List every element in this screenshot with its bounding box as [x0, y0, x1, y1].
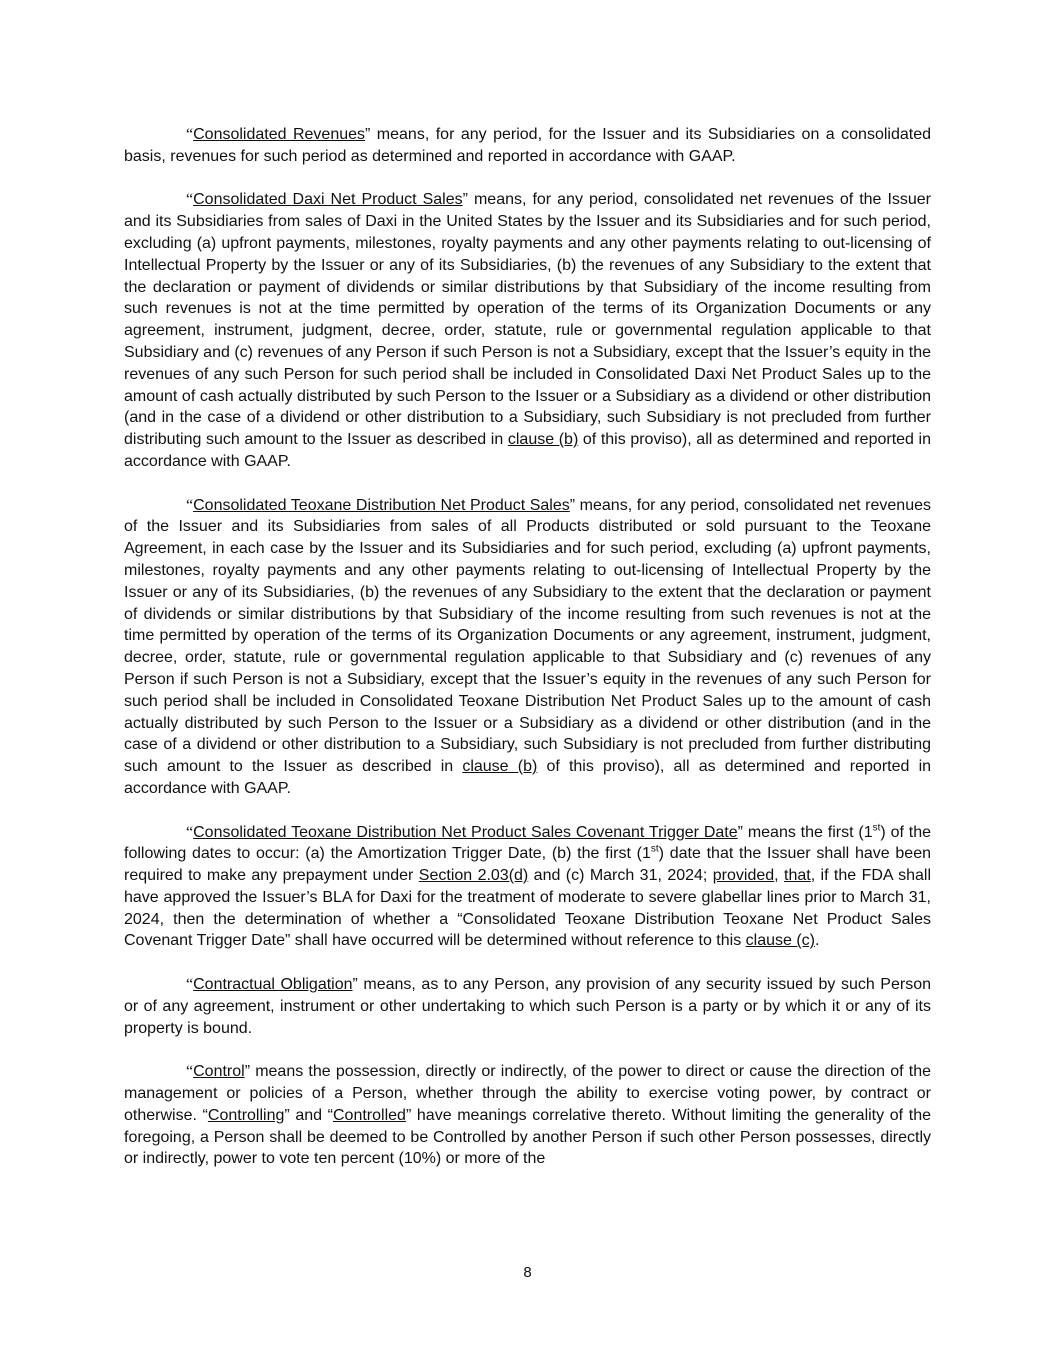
definition-covenant-trigger-date — [124, 822, 931, 953]
defined-term: Consolidated Daxi Net Product Sales — [193, 191, 463, 209]
cross-reference: clause (c) — [745, 932, 816, 950]
defined-term: Controlled — [333, 1106, 406, 1124]
definition-text: ) date that the Issuer shall have been required to make any prepayment under — [124, 845, 932, 885]
definition-text: ) of the following dates to occur: (a) the Amortization Trigger Date, (b) the first (1 — [124, 823, 931, 863]
definition-text: and (c) March 31, 2024; — [528, 867, 713, 885]
ordinal-suffix: st — [872, 822, 881, 834]
defined-term: Consolidated Teoxane Distribution Net Product Sales — [193, 496, 570, 514]
open-quote: “ — [186, 823, 194, 841]
definition-consolidated-revenues — [124, 124, 931, 168]
definition-text: ” means, for any period, consolidated net revenues of the Issuer and its Subsidiaries from sales of all Products distributed or sold pursuant to the Teoxane Agreement, in each case by the Issuer and its Subsidiaries and for such period, excluding (a) upfront payments, milestones, royalty payments and any other payments relating to out-licensing of Intellectual Property by the Issuer or any of its Subsidiaries, (b) the revenues of any Subsidiary to the extent that the declaration or payment of dividends or similar distributions by that Subsidiary of the income resulting from such revenues is not at the time permitted by operation of the terms of its Organization Documents or any agreement, instrument, judgment, decree, order, statute, rule or governmental regulation applicable to that Subsidiary and (c) revenues of any Person if such Person is not a Subsidiary, except that the Issuer’s equity in the revenues of any such Person for such period shall be included in Consolidated Teoxane Distribution Net Product Sales up to the amount of cash actually distributed by such Person to the Issuer or a Subsidiary as a dividend or other distribution (and in the case of a dividend or other distribution to a Subsidiary, such Subsidiary is not precluded from further distributing such amount to the Issuer as described in — [124, 496, 931, 776]
open-quote: “ — [186, 1063, 194, 1081]
defined-term: Contractual Obligation — [193, 976, 353, 994]
open-quote: “ — [186, 976, 194, 994]
definition-text: ” means the first (1 — [737, 823, 873, 841]
cross-reference: Section 2.03(d) — [418, 867, 529, 885]
definition-text: ” means, for any period, for the Issuer and its Subsidiaries on a consolidated basis, revenues for such period as determined and reported in accordance with GAAP. — [124, 126, 931, 165]
cross-reference: clause (b) — [462, 758, 538, 776]
defined-term: Consolidated Revenues — [193, 126, 366, 143]
defined-term: Control — [193, 1063, 245, 1081]
definition-text: of this proviso), all as determined and reported in accordance with GAAP. — [124, 758, 932, 797]
definition-text: , if the FDA shall have approved the Issuer’s BLA for Daxi for the treatment of moderate to severe glabellar lines prior to March 31, 2024, then the determination of whether a “Consolidated Teoxane Distribution Teoxane Net Product Sales Covenant Trigger Date” shall have occurred will be determined without reference to this — [124, 867, 932, 950]
definition-text: , — [774, 867, 784, 885]
page-number: 8 — [523, 1264, 532, 1281]
definition-text: ” means the possession, directly or indirectly, of the power to direct or cause the direction of the management or policies of a Person, whether through the ability to exercise voting power, by contract or otherwise. “ — [124, 1063, 931, 1124]
definition-consolidated-daxi-net-product-sales — [124, 189, 931, 472]
cross-reference: clause (b) — [507, 431, 579, 449]
proviso-term: provided — [712, 867, 775, 885]
defined-term: Consolidated Teoxane Distribution Net Product Sales Covenant Trigger Date — [193, 823, 738, 841]
definition-text: ” and “ — [284, 1106, 333, 1124]
definition-text: ” have meanings correlative thereto. Without limiting the generality of the foregoing, a Person shall be deemed to be Controlled by another Person if such other Person possesses, directly or indirectly, power to vote ten percent (10%) or more of the — [124, 1106, 931, 1168]
definition-consolidated-teoxane-distribution-net-product-sales — [124, 495, 931, 800]
open-quote: “ — [186, 126, 194, 143]
definition-control — [124, 1061, 931, 1170]
document-page — [124, 124, 931, 1192]
definition-text: ” means, for any period, consolidated net revenues of the Issuer and its Subsidiaries from sales of Daxi in the United States by the Issuer and its Subsidiaries and for such period, excluding (a) upfront payments, milestones, royalty payments and any other payments relating to out-licensing of Intellectual Property by the Issuer or any of its Subsidiaries, (b) the revenues of any Subsidiary to the extent that the declaration or payment of dividends or similar distributions by that Subsidiary of the income resulting from such revenues is not at the time permitted by operation of the terms of its Organization Documents or any agreement, instrument, judgment, decree, order, statute, rule or governmental regulation applicable to that Subsidiary and (c) revenues of any Person if such Person is not a Subsidiary, except that the Issuer’s equity in the revenues of any such Person for such period shall be included in Consolidated Daxi Net Product Sales up to the amount of cash actually distributed by such Person to the Issuer or a Subsidiary as a dividend or other distribution (and in the case of a dividend or other distribution to a Subsidiary, such Subsidiary is not precluded from further distributing such amount to the Issuer as described in — [124, 191, 932, 449]
definition-text: . — [815, 932, 820, 950]
defined-term: Controlling — [207, 1106, 285, 1124]
open-quote: “ — [186, 496, 194, 514]
proviso-term: that — [784, 867, 811, 885]
open-quote: “ — [186, 191, 194, 209]
definition-contractual-obligation — [124, 974, 931, 1039]
definition-text: of this proviso), all as determined and reported in accordance with GAAP. — [124, 431, 932, 470]
definition-text: ” means, as to any Person, any provision of any security issued by such Person or of any agreement, instrument or other undertaking to which such Person is a party or by which it or any of its property is bound. — [124, 976, 931, 1037]
ordinal-suffix: st — [650, 843, 659, 855]
